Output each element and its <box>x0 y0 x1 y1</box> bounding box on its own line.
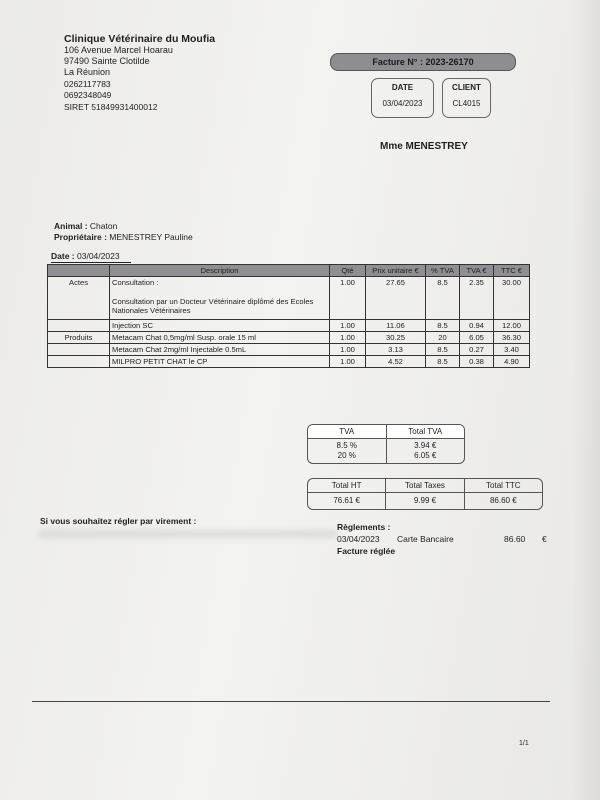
row-unit: 11.06 <box>366 320 426 332</box>
client-box <box>442 78 491 118</box>
footer-divider <box>32 701 550 702</box>
payment-currency: € <box>542 534 547 544</box>
table-row <box>48 332 530 344</box>
row-category <box>48 356 110 368</box>
total-ht-value: 76.61 € <box>333 496 361 505</box>
row-vat: 0.27 <box>460 344 494 356</box>
invoice-number: Facture N° : 2023-26170 <box>330 53 516 71</box>
bank-transfer-text: Si vous souhaitez régler par virement : <box>40 516 197 526</box>
row-qty: 1.00 <box>330 332 366 344</box>
clinic-region: La Réunion <box>64 67 111 77</box>
clinic-siret: SIRET 51849931400012 <box>64 102 158 112</box>
totals-table <box>307 478 543 510</box>
row-unit: 3.13 <box>366 344 426 356</box>
header-vat: TVA € <box>460 265 494 277</box>
client-name: Mme MENESTREY <box>380 141 468 152</box>
vat-total-2: 6.05 € <box>414 451 437 460</box>
clinic-phone-1: 0262117783 <box>64 79 111 89</box>
row-unit: 27.65 <box>366 277 426 320</box>
row-description: Injection SC <box>110 320 330 332</box>
row-vat-pct: 8.5 <box>426 320 460 332</box>
vat-rate-1: 8.5 % <box>336 441 357 450</box>
row-ttc: 36.30 <box>494 332 530 344</box>
total-ttc-col <box>465 479 542 509</box>
payment-amount: 86.60 <box>504 534 526 544</box>
owner-value: MENESTREY Pauline <box>109 232 193 242</box>
row-description <box>110 277 330 320</box>
row-qty: 1.00 <box>330 277 366 320</box>
row-unit: 30.25 <box>366 332 426 344</box>
clinic-address-2: 97490 Sainte Clotilde <box>64 56 150 66</box>
client-box-value: CL4015 <box>452 99 481 108</box>
total-ttc-value: 86.60 € <box>489 496 517 505</box>
invoice-status: Facture réglée <box>337 546 396 556</box>
date-box <box>371 78 434 118</box>
row-qty: 1.00 <box>330 356 366 368</box>
clinic-phone-2: 0692348049 <box>64 90 112 100</box>
row-vat-pct: 20 <box>426 332 460 344</box>
row-vat-pct: 8.5 <box>426 344 460 356</box>
client-box-label: CLIENT <box>452 83 481 92</box>
row-description-extra: Consultation par un Docteur Vétérinaire diplômé des Ecoles Nationales Vétérinaires <box>112 297 314 315</box>
payment-date: 03/04/2023 <box>337 534 380 544</box>
row-category: Produits <box>48 332 110 344</box>
date-underline <box>51 262 131 263</box>
total-taxes-label: Total Taxes <box>386 479 463 493</box>
row-vat: 0.94 <box>460 320 494 332</box>
row-vat-pct: 8.5 <box>426 356 460 368</box>
row-qty: 1.00 <box>330 320 366 332</box>
row-category: Actes <box>48 277 110 320</box>
vat-total-header: Total TVA <box>408 427 443 436</box>
owner-label: Propriétaire : <box>54 232 107 242</box>
row-vat: 2.35 <box>460 277 494 320</box>
vat-totals <box>387 439 465 463</box>
vat-rate-header: TVA <box>308 425 387 438</box>
total-ht-label: Total HT <box>308 479 385 493</box>
total-taxes-col <box>386 479 464 509</box>
visit-date-value: 03/04/2023 <box>77 251 120 261</box>
vat-summary-body <box>308 439 464 463</box>
total-ttc-label: Total TTC <box>465 479 542 493</box>
visit-date-line <box>51 251 120 261</box>
reglements-label: Règlements : <box>337 522 391 532</box>
row-ttc: 12.00 <box>494 320 530 332</box>
header-ttc: TTC € <box>494 265 530 277</box>
table-row <box>48 344 530 356</box>
row-description: Metacam Chat 0,5mg/ml Susp. orale 15 ml <box>110 332 330 344</box>
animal-value: Chaton <box>89 221 118 231</box>
vat-rates <box>308 439 387 463</box>
redacted-bank-details <box>38 530 338 538</box>
items-table <box>47 264 530 368</box>
row-description: Metacam Chat 2mg/ml Injectable 0.5mL <box>110 344 330 356</box>
vat-rate-2: 20 % <box>337 451 356 460</box>
animal-line <box>54 221 117 231</box>
visit-date-label: Date : <box>51 251 75 261</box>
table-row <box>48 320 530 332</box>
vat-summary-table <box>307 424 465 464</box>
header-category <box>48 265 110 277</box>
date-box-value: 03/04/2023 <box>382 99 423 108</box>
row-category <box>48 344 110 356</box>
row-vat: 0.38 <box>460 356 494 368</box>
header-qty: Qté <box>330 265 366 277</box>
row-ttc: 4.90 <box>494 356 530 368</box>
total-taxes-value: 9.99 € <box>413 496 437 505</box>
payment-method: Carte Bancaire <box>397 534 454 544</box>
total-ht-col <box>308 479 386 509</box>
row-description: MILPRO PETIT CHAT le CP <box>110 356 330 368</box>
row-unit: 4.52 <box>366 356 426 368</box>
table-row <box>48 277 530 320</box>
table-header <box>48 265 530 277</box>
animal-label: Animal : <box>54 221 88 231</box>
row-ttc: 3.40 <box>494 344 530 356</box>
page-number: 1/1 <box>519 740 529 747</box>
date-box-label: DATE <box>391 83 414 92</box>
vat-total-1: 3.94 € <box>414 441 437 450</box>
paper-shadow <box>572 0 600 800</box>
header-vat-pct: % TVA <box>426 265 460 277</box>
row-qty: 1.00 <box>330 344 366 356</box>
row-description-title: Consultation : <box>112 278 159 287</box>
header-unit-price: Prix unitaire € <box>366 265 426 277</box>
row-category <box>48 320 110 332</box>
table-row <box>48 356 530 368</box>
row-vat-pct: 8.5 <box>426 277 460 320</box>
row-vat: 6.05 <box>460 332 494 344</box>
vat-summary-header <box>308 425 464 439</box>
clinic-address-1: 106 Avenue Marcel Hoarau <box>64 45 173 55</box>
owner-line <box>54 232 193 242</box>
clinic-name: Clinique Vétérinaire du Moufia <box>64 33 216 45</box>
header-description: Description <box>110 265 330 277</box>
row-ttc: 30.00 <box>494 277 530 320</box>
